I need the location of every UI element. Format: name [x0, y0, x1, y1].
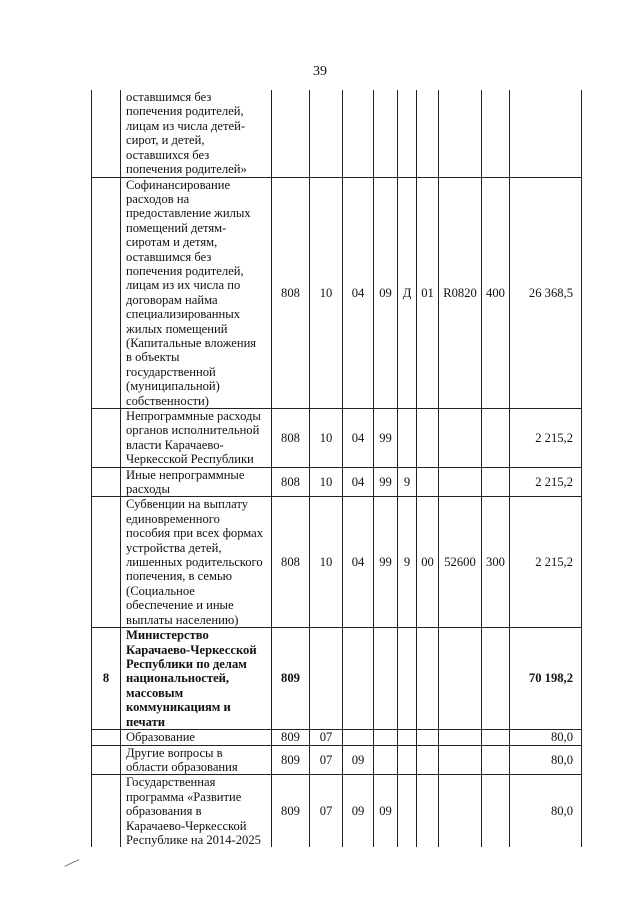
- table-row: [92, 745, 582, 775]
- row-code-cell: 300: [482, 497, 510, 628]
- row-number-cell: [92, 90, 121, 177]
- row-amount-cell: 80,0: [510, 730, 582, 745]
- row-code-cell: [398, 775, 417, 848]
- row-amount-cell: 2 215,2: [510, 467, 582, 497]
- row-code-cell: [310, 628, 343, 730]
- row-code-cell: 04: [343, 467, 374, 497]
- row-code-cell: Д: [398, 177, 417, 409]
- row-code-cell: 04: [343, 497, 374, 628]
- table-row: [92, 177, 582, 409]
- row-code-cell: [482, 628, 510, 730]
- row-name-cell: Государственная программа «Развитие образования в Карачаево-Черкесской Республике на 2014-2025: [121, 775, 272, 848]
- row-number-cell: 8: [92, 628, 121, 730]
- table-row: [92, 775, 582, 848]
- row-code-cell: [417, 775, 439, 848]
- row-code-cell: [417, 745, 439, 775]
- row-code-cell: 9: [398, 497, 417, 628]
- row-code-cell: 808: [272, 467, 310, 497]
- row-code-cell: [398, 745, 417, 775]
- row-code-cell: [398, 409, 417, 468]
- table-row: [92, 90, 582, 177]
- row-amount-cell: [510, 90, 582, 177]
- row-amount-cell: 80,0: [510, 775, 582, 848]
- row-code-cell: 04: [343, 177, 374, 409]
- row-name-cell: Другие вопросы в области образования: [121, 745, 272, 775]
- row-code-cell: 07: [310, 775, 343, 848]
- row-code-cell: [374, 730, 398, 745]
- row-code-cell: 09: [343, 775, 374, 848]
- row-code-cell: 09: [374, 177, 398, 409]
- row-amount-cell: 70 198,2: [510, 628, 582, 730]
- row-code-cell: [482, 90, 510, 177]
- row-code-cell: [398, 730, 417, 745]
- row-code-cell: 09: [343, 745, 374, 775]
- row-code-cell: 400: [482, 177, 510, 409]
- budget-table-body: [92, 90, 582, 847]
- row-code-cell: 99: [374, 467, 398, 497]
- row-number-cell: [92, 467, 121, 497]
- table-row: [92, 730, 582, 745]
- row-number-cell: [92, 775, 121, 848]
- row-code-cell: 10: [310, 497, 343, 628]
- row-name-cell: Иные непрограммные расходы: [121, 467, 272, 497]
- row-number-cell: [92, 497, 121, 628]
- row-code-cell: R0820: [439, 177, 482, 409]
- row-code-cell: [482, 730, 510, 745]
- scan-artifact: [64, 859, 83, 876]
- row-code-cell: [374, 628, 398, 730]
- row-code-cell: 09: [374, 775, 398, 848]
- row-code-cell: 01: [417, 177, 439, 409]
- row-code-cell: [482, 745, 510, 775]
- row-code-cell: 52600: [439, 497, 482, 628]
- row-name-cell: Субвенции на выплату единовременного пособия при всех формах устройства детей, лишенных родительского попечения, в семью (Социальное обеспечение и иные выплаты населению): [121, 497, 272, 628]
- row-code-cell: 809: [272, 745, 310, 775]
- row-name-cell: оставшимся без попечения родителей, лицам из числа детей- сирот, и детей, оставшихся без попечения родителей»: [121, 90, 272, 177]
- row-code-cell: [343, 730, 374, 745]
- row-code-cell: 99: [374, 497, 398, 628]
- table-row: [92, 628, 582, 730]
- row-code-cell: [310, 90, 343, 177]
- row-name-cell: Министерство Карачаево-Черкесской Республики по делам национальностей, массовым коммуникациям и печати: [121, 628, 272, 730]
- row-code-cell: 809: [272, 730, 310, 745]
- row-code-cell: 808: [272, 497, 310, 628]
- row-amount-cell: 2 215,2: [510, 497, 582, 628]
- row-code-cell: 07: [310, 730, 343, 745]
- row-code-cell: 808: [272, 409, 310, 468]
- row-code-cell: [439, 90, 482, 177]
- row-code-cell: [482, 467, 510, 497]
- row-code-cell: [417, 409, 439, 468]
- row-code-cell: [439, 730, 482, 745]
- row-code-cell: [417, 467, 439, 497]
- row-code-cell: [439, 628, 482, 730]
- row-code-cell: [417, 628, 439, 730]
- row-code-cell: 99: [374, 409, 398, 468]
- row-amount-cell: 26 368,5: [510, 177, 582, 409]
- row-code-cell: [417, 730, 439, 745]
- budget-table: [91, 90, 582, 847]
- row-code-cell: 10: [310, 409, 343, 468]
- table-row: [92, 497, 582, 628]
- row-code-cell: [439, 467, 482, 497]
- row-code-cell: 10: [310, 177, 343, 409]
- row-number-cell: [92, 177, 121, 409]
- row-number-cell: [92, 730, 121, 745]
- row-code-cell: 809: [272, 628, 310, 730]
- row-code-cell: [439, 409, 482, 468]
- row-code-cell: [343, 628, 374, 730]
- row-code-cell: 07: [310, 745, 343, 775]
- row-amount-cell: 80,0: [510, 745, 582, 775]
- page-number: 39: [313, 64, 327, 79]
- row-code-cell: 10: [310, 467, 343, 497]
- row-code-cell: 9: [398, 467, 417, 497]
- row-code-cell: [374, 745, 398, 775]
- row-name-cell: Софинансирование расходов на предоставление жилых помещений детям- сиротам и детям, оставшимся без попечения родителей, лицам из их числа по договорам найма специализированных жилых помещений (Капитальные вложения в объекты государственной (муниципальной) собственности): [121, 177, 272, 409]
- row-code-cell: [374, 90, 398, 177]
- row-code-cell: 809: [272, 775, 310, 848]
- row-name-cell: Образование: [121, 730, 272, 745]
- row-code-cell: [482, 409, 510, 468]
- row-name-cell: Непрограммные расходы органов исполнительной власти Карачаево- Черкесской Республики: [121, 409, 272, 468]
- row-number-cell: [92, 409, 121, 468]
- row-code-cell: [439, 775, 482, 848]
- table-row: [92, 467, 582, 497]
- table-row: [92, 409, 582, 468]
- row-code-cell: [272, 90, 310, 177]
- row-number-cell: [92, 745, 121, 775]
- row-code-cell: [398, 628, 417, 730]
- row-code-cell: 00: [417, 497, 439, 628]
- row-code-cell: [417, 90, 439, 177]
- row-amount-cell: 2 215,2: [510, 409, 582, 468]
- row-code-cell: [482, 775, 510, 848]
- row-code-cell: [343, 90, 374, 177]
- row-code-cell: 04: [343, 409, 374, 468]
- row-code-cell: [398, 90, 417, 177]
- row-code-cell: 808: [272, 177, 310, 409]
- row-code-cell: [439, 745, 482, 775]
